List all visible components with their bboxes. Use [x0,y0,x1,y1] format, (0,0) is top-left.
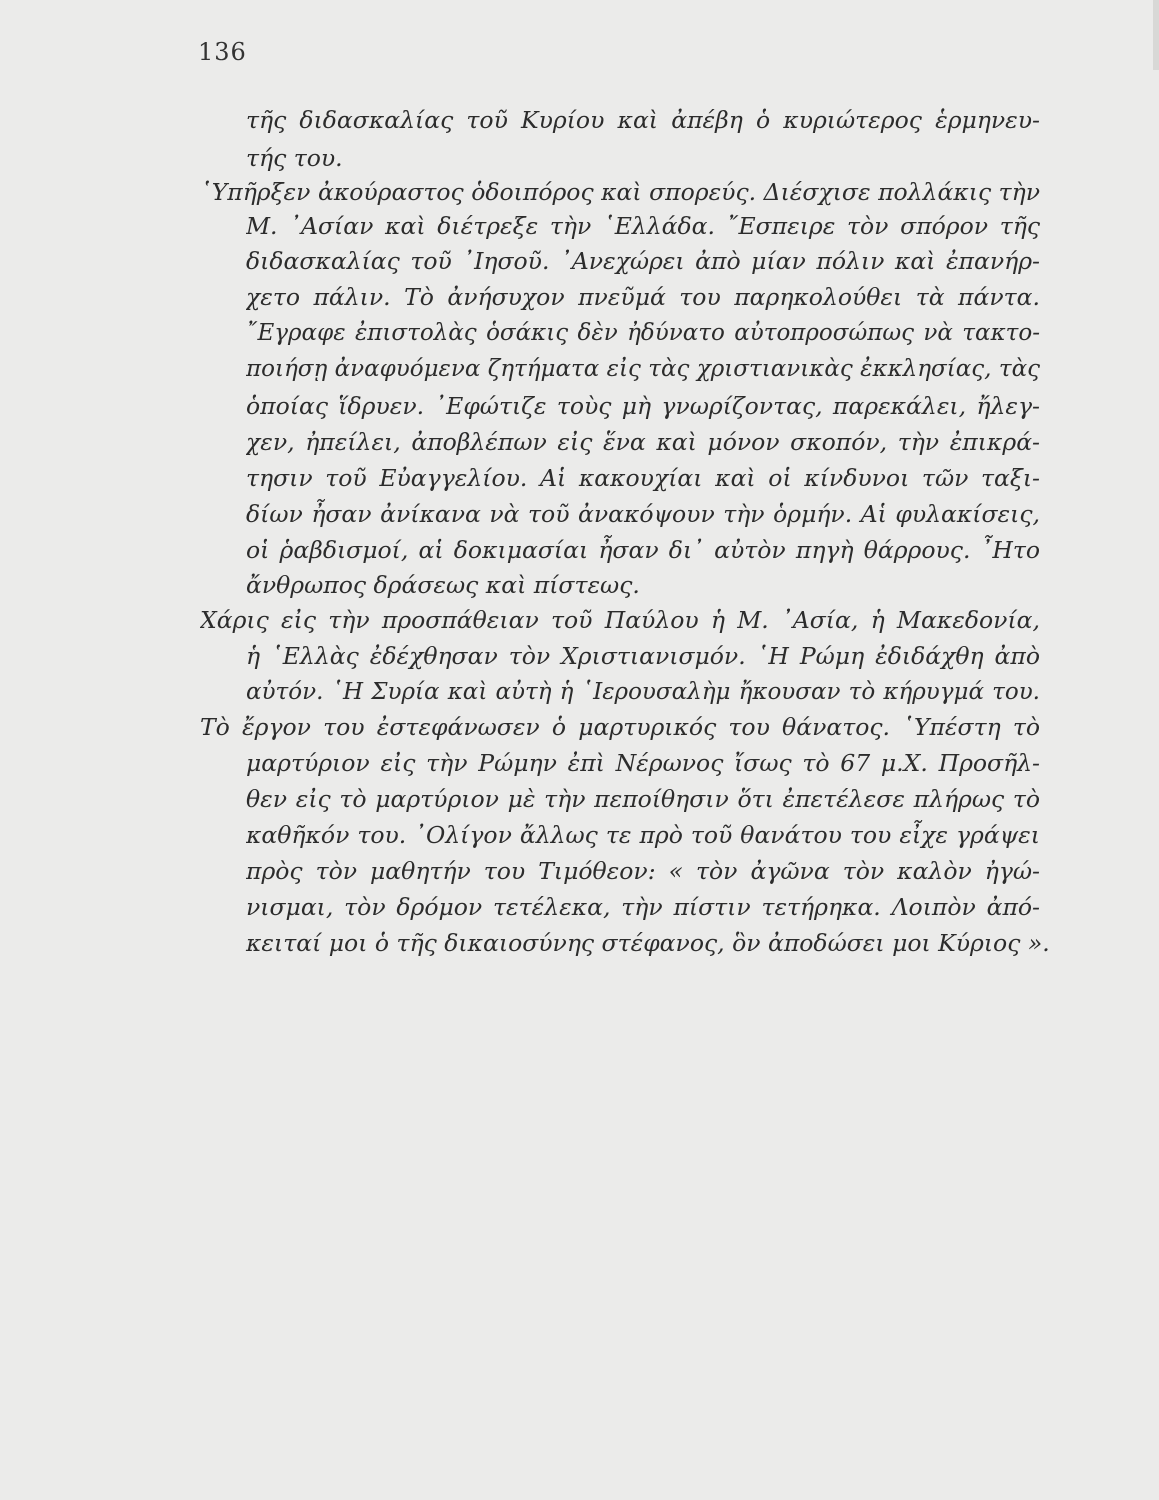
page-number: 136 [198,38,247,66]
text-line: δίων ἦσαν ἀνίκανα νὰ τοῦ ἀνακόψουν τὴν ὁρμήν. Αἱ φυλακίσεις, [246,500,1040,528]
text-line: νισμαι, τὸν δρόμον τετέλεκα, τὴν πίστιν τετήρηκα. Λοιπὸν ἀπό- [246,893,1040,921]
text-line: πρὸς τὸν μαθητήν του Τιμόθεον: « τὸν ἀγῶνα τὸν καλὸν ἠγώ- [246,857,1040,885]
page-edge-shadow [1153,0,1159,70]
text-line: Μ. ᾿Ασίαν καὶ διέτρεξε τὴν ῾Ελλάδα. ῎Εσπειρε τὸν σπόρον τῆς [246,212,1040,240]
text-line: Τὸ ἔργον του ἐστεφάνωσεν ὁ μαρτυρικός του θάνατος. ῾Υπέστη τὸ [200,713,1040,741]
text-line: ῾Υπῆρξεν ἀκούραστος ὁδοιπόρος καὶ σπορεύς. Διέσχισε πολλάκις τὴν [200,178,1040,206]
text-line: θεν εἰς τὸ μαρτύριον μὲ τὴν πεποίθησιν ὅτι ἐπετέλεσε πλήρως τὸ [246,785,1040,813]
text-line: ἡ ῾Ελλὰς ἐδέχθησαν τὸν Χριστιανισμόν. ῾Η Ρώμη ἐδιδάχθη ἀπὸ [246,642,1040,670]
text-line: μαρτύριον εἰς τὴν Ρώμην ἐπὶ Νέρωνος ἴσως τὸ 67 μ.Χ. Προσῆλ- [246,749,1040,777]
text-line: ὁποίας ἵδρυεν. ᾿Εφώτιζε τοὺς μὴ γνωρίζοντας, παρεκάλει, ἤλεγ- [246,392,1040,420]
text-line: τῆς διδασκαλίας τοῦ Κυρίου καὶ ἀπέβη ὁ κυριώτερος ἑρμηνευ- [246,106,1040,134]
text-line: καθῆκόν του. ᾿Ολίγον ἄλλως τε πρὸ τοῦ θανάτου του εἶχε γράψει [246,821,1040,849]
text-line: χετο πάλιν. Τὸ ἀνήσυχον πνεῦμά του παρηκολούθει τὰ πάντα. [246,283,1040,311]
text-line: τησιν τοῦ Εὐαγγελίου. Αἱ κακουχίαι καὶ οἱ κίνδυνοι τῶν ταξι- [246,464,1040,492]
text-line: ἄνθρωπος δράσεως καὶ πίστεως. [246,571,640,599]
text-line: κειταί μοι ὁ τῆς δικαιοσύνης στέφανος, ὃν ἀποδώσει μοι Κύριος ». [246,929,1050,957]
text-line: οἱ ῥαβδισμοί, αἱ δοκιμασίαι ἦσαν δι᾿ αὐτὸν πηγὴ θάρρους. ῏Ητο [246,536,1040,564]
text-line: ῎Εγραφε ἐπιστολὰς ὁσάκις δὲν ἠδύνατο αὐτοπροσώπως νὰ τακτο- [246,320,1040,346]
text-line: διδασκαλίας τοῦ ᾿Ιησοῦ. ᾿Ανεχώρει ἀπὸ μίαν πόλιν καὶ ἐπανήρ- [246,247,1040,275]
text-line: τής του. [246,144,343,172]
text-line: ποιήσῃ ἀναφυόμενα ζητήματα εἰς τὰς χριστιανικὰς ἐκκλησίας, τὰς [246,356,1040,382]
text-line: αὐτόν. ῾Η Συρία καὶ αὐτὴ ἡ ῾Ιερουσαλὴμ ἤκουσαν τὸ κήρυγμά του. [246,679,1040,705]
text-line: Χάρις εἰς τὴν προσπάθειαν τοῦ Παύλου ἡ Μ. ᾿Ασία, ἡ Μακεδονία, [200,606,1040,634]
text-line: χεν, ἠπείλει, ἀποβλέπων εἰς ἕνα καὶ μόνον σκοπόν, τὴν ἐπικρά- [246,428,1040,456]
